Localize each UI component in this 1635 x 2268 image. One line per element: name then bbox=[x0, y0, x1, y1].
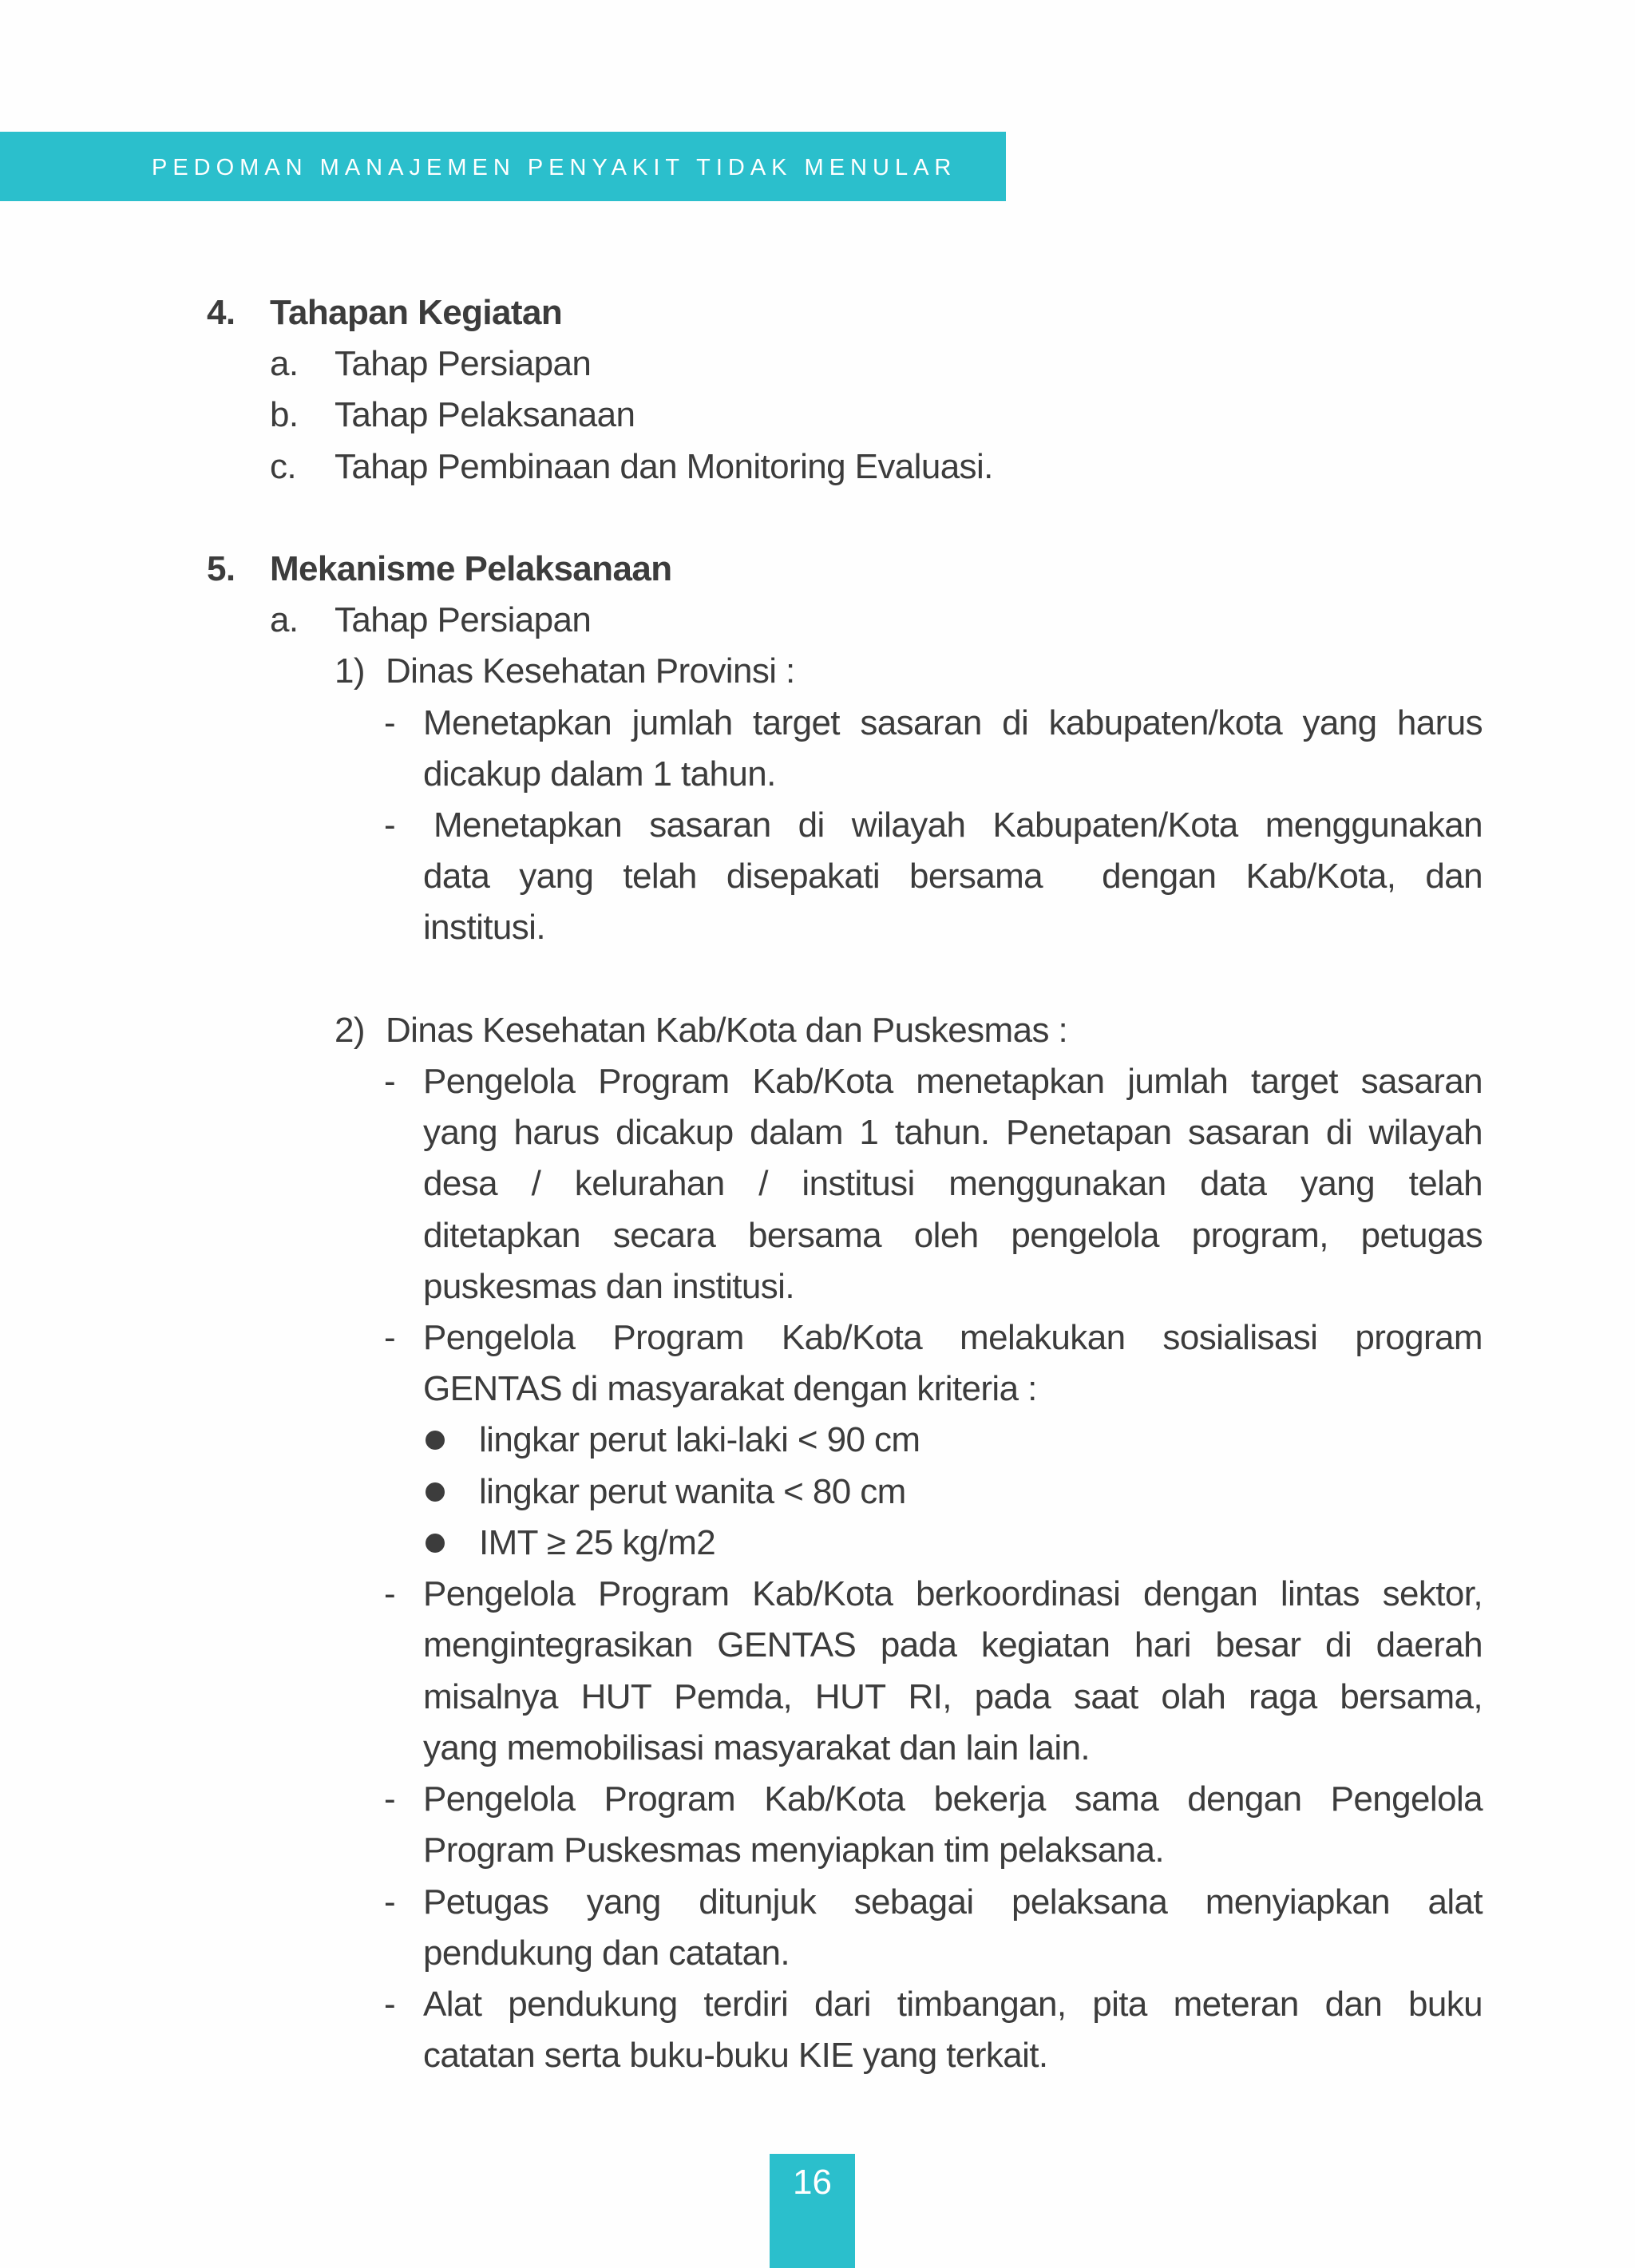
dash-item-text: data yang telah disepakati bersama dengan Kab/Kota, dan bbox=[423, 857, 1483, 896]
dash-item-text: ditetapkan secara bersama oleh pengelola program, petugas bbox=[423, 1216, 1483, 1255]
dash-item-text: Program Puskesmas menyiapkan tim pelaksana. bbox=[423, 1831, 1164, 1870]
dash-item bbox=[0, 1877, 1635, 1928]
section-4-title: Tahapan Kegiatan bbox=[270, 293, 563, 332]
list-item-text: Tahap Persiapan bbox=[335, 344, 592, 383]
dash-item-text: Pengelola Program Kab/Kota bekerja sama dengan Pengelola bbox=[423, 1779, 1483, 1819]
dash-item-text: Petugas yang ditunjuk sebagai pelaksana menyiapkan alat bbox=[423, 1882, 1483, 1922]
dash-item-text: puskesmas dan institusi. bbox=[423, 1267, 794, 1306]
page-number: 16 bbox=[793, 2163, 832, 2202]
dash-item-text: misalnya HUT Pemda, HUT RI, pada saat olah raga bersama, bbox=[423, 1677, 1483, 1716]
dash-marker: - bbox=[384, 1574, 396, 1613]
dash-item-continuation bbox=[0, 1210, 1635, 1261]
dash-item bbox=[0, 1056, 1635, 1107]
dash-item-text: desa / kelurahan / institusi menggunakan data yang telah bbox=[423, 1164, 1483, 1203]
criteria-text: lingkar perut wanita < 80 cm bbox=[479, 1472, 906, 1511]
section-5-title: Mekanisme Pelaksanaan bbox=[270, 549, 672, 588]
bullet-icon bbox=[426, 1431, 445, 1450]
numbered-item-text: Dinas Kesehatan Provinsi : bbox=[386, 651, 795, 691]
dash-item-text: Pengelola Program Kab/Kota melakukan sosialisasi program bbox=[423, 1318, 1483, 1357]
list-marker: b. bbox=[270, 395, 299, 434]
criteria-text: IMT ≥ 25 kg/m2 bbox=[479, 1523, 716, 1562]
dash-item-text: Pengelola Program Kab/Kota berkoordinasi dengan lintas sektor, bbox=[423, 1574, 1483, 1613]
dash-marker: - bbox=[384, 703, 396, 742]
dash-item bbox=[0, 1979, 1635, 2030]
section-4-number: 4. bbox=[207, 293, 236, 332]
criteria-item bbox=[0, 1466, 1635, 1518]
dash-item bbox=[0, 698, 1635, 749]
dash-item-continuation bbox=[0, 851, 1635, 902]
dash-item-continuation bbox=[0, 1620, 1635, 1671]
dash-item-text: Menetapkan sasaran di wilayah Kabupaten/Kota menggunakan bbox=[433, 805, 1483, 845]
dash-item-text: Alat pendukung terdiri dari timbangan, pita meteran dan buku bbox=[423, 1985, 1483, 2024]
dash-item-text: yang memobilisasi masyarakat dan lain lain. bbox=[423, 1728, 1091, 1767]
dash-item-text: institusi. bbox=[423, 908, 545, 947]
criteria-item bbox=[0, 1518, 1635, 1569]
dash-item-continuation bbox=[0, 1672, 1635, 1723]
list-item-text: Tahap Pembinaan dan Monitoring Evaluasi. bbox=[335, 447, 993, 486]
numbered-item-text: Dinas Kesehatan Kab/Kota dan Puskesmas : bbox=[386, 1011, 1068, 1050]
list-marker: a. bbox=[270, 344, 299, 383]
bullet-icon bbox=[426, 1482, 445, 1502]
dash-marker: - bbox=[384, 1882, 396, 1922]
dash-marker: - bbox=[384, 1062, 396, 1101]
list-marker: a. bbox=[270, 600, 299, 639]
dash-item-text: dicakup dalam 1 tahun. bbox=[423, 754, 776, 794]
dash-item-text: catatan serta buku-buku KIE yang terkait. bbox=[423, 2036, 1048, 2075]
list-item-text: Tahap Pelaksanaan bbox=[335, 395, 635, 434]
dash-marker: - bbox=[384, 1779, 396, 1819]
dash-item-text: pendukung dan catatan. bbox=[423, 1934, 790, 1973]
dash-item bbox=[0, 1774, 1635, 1825]
dash-marker: - bbox=[384, 1985, 396, 2024]
dash-item-text: Pengelola Program Kab/Kota menetapkan jumlah target sasaran bbox=[423, 1062, 1483, 1101]
bullet-icon bbox=[426, 1534, 445, 1553]
list-marker: 2) bbox=[335, 1011, 365, 1050]
dash-item-text: yang harus dicakup dalam 1 tahun. Penetapan sasaran di wilayah bbox=[423, 1113, 1483, 1152]
dash-item-text: Menetapkan jumlah target sasaran di kabupaten/kota yang harus bbox=[423, 703, 1483, 742]
subsection-a-title: Tahap Persiapan bbox=[335, 600, 592, 639]
dash-item-text: mengintegrasikan GENTAS pada kegiatan hari besar di daerah bbox=[423, 1625, 1483, 1664]
list-marker: 1) bbox=[335, 651, 365, 691]
dash-item-continuation bbox=[0, 1158, 1635, 1209]
criteria-item bbox=[0, 1415, 1635, 1466]
dash-item bbox=[0, 800, 1635, 851]
criteria-text: lingkar perut laki-laki < 90 cm bbox=[479, 1420, 920, 1459]
dash-item bbox=[0, 1312, 1635, 1364]
dash-item-continuation bbox=[0, 1107, 1635, 1158]
dash-marker: - bbox=[384, 1318, 396, 1357]
dash-marker: - bbox=[384, 805, 396, 845]
dash-item-text: GENTAS di masyarakat dengan kriteria : bbox=[423, 1369, 1037, 1408]
section-5-number: 5. bbox=[207, 549, 236, 588]
dash-item bbox=[0, 1569, 1635, 1620]
header-title: PEDOMAN MANAJEMEN PENYAKIT TIDAK MENULAR bbox=[152, 155, 957, 180]
list-marker: c. bbox=[270, 447, 297, 486]
